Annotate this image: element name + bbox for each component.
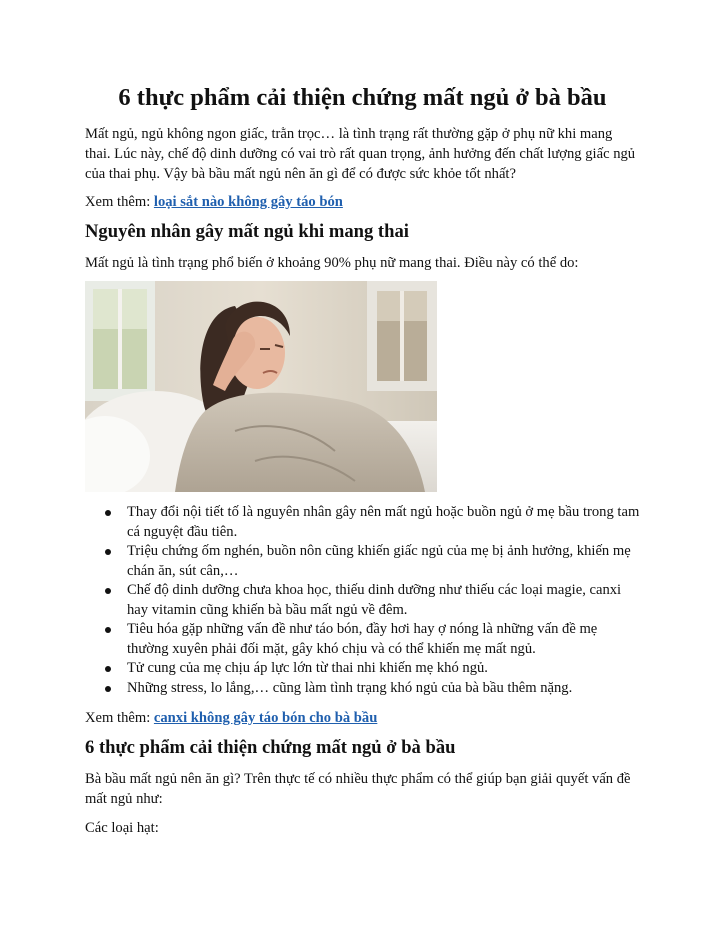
intro-paragraph: Mất ngủ, ngủ không ngon giấc, trằn trọc… là tình trạng rất thường gặp ở phụ nữ khi mang thai. Lúc này, chế độ dinh dưỡng có vai trò rất quan trọng, ảnh hưởng đến chất lượng giấc ngủ của thai phụ. Vậy bà bầu mất ngủ nên ăn gì để có được sức khỏe tốt nhất?: [85, 126, 636, 182]
section-lead-foods: Bà bầu mất ngủ nên ăn gì? Trên thực tế có nhiều thực phẩm có thể giúp bạn giải quyết vấn đề mất ngủ như:: [85, 771, 631, 807]
subheading-nuts: Các loại hạt:: [85, 820, 159, 836]
section-heading-causes: Nguyên nhân gây mất ngủ khi mang thai: [85, 221, 409, 242]
bullet-icon: [105, 510, 111, 516]
see-more-2: [85, 708, 640, 728]
see-more-label: Xem thêm:: [85, 194, 154, 210]
page-title: 6 thực phẩm cải thiện chứng mất ngủ ở bà bầu: [118, 84, 607, 111]
list-item: Thay đổi nội tiết tố là nguyên nhân gây nên mất ngủ hoặc buồn ngủ ở mẹ bầu trong tam cá nguyệt đầu tiên.: [85, 503, 640, 542]
see-more-link-calcium[interactable]: canxi không gây táo bón cho bà bầu: [153, 710, 378, 726]
pregnant-woman-photo: [85, 281, 437, 492]
bullet-icon: [105, 627, 111, 633]
causes-list: [85, 503, 640, 698]
see-more-label: Xem thêm:: [85, 710, 154, 726]
section-lead-causes: Mất ngủ là tình trạng phổ biến ở khoảng 90% phụ nữ mang thai. Điều này có thể do:: [85, 255, 579, 271]
list-item: Những stress, lo lắng,… cũng làm tình trạng khó ngủ của bà bầu thêm nặng.: [85, 679, 640, 699]
see-more-link-iron[interactable]: loại sắt nào không gây táo bón: [153, 194, 343, 210]
list-item: Tiêu hóa gặp những vấn đề như táo bón, đầy hơi hay ợ nóng là những vấn đề mẹ thường xuyên phải đối mặt, gây khó chịu và có thể khiến mẹ mất ngủ.: [85, 620, 640, 659]
list-item: Chế độ dinh dưỡng chưa khoa học, thiếu dinh dưỡng như thiếu các loại magie, canxi hay vitamin cũng khiến bà bầu mất ngủ về đêm.: [85, 581, 640, 620]
list-item: Tử cung của mẹ chịu áp lực lớn từ thai nhi khiến mẹ khó ngủ.: [85, 659, 640, 679]
bullet-icon: [105, 666, 111, 672]
list-item: Triệu chứng ốm nghén, buồn nôn cũng khiến giấc ngủ của mẹ bị ảnh hưởng, khiến mẹ chán ăn, sút cân,…: [85, 542, 640, 581]
bullet-icon: [105, 588, 111, 594]
see-more-1: [85, 192, 640, 212]
bullet-icon: [105, 549, 111, 555]
bullet-icon: [105, 686, 111, 692]
woman-headache-illustration: [85, 281, 437, 492]
section-heading-foods: 6 thực phẩm cải thiện chứng mất ngủ ở bà bầu: [85, 737, 456, 758]
